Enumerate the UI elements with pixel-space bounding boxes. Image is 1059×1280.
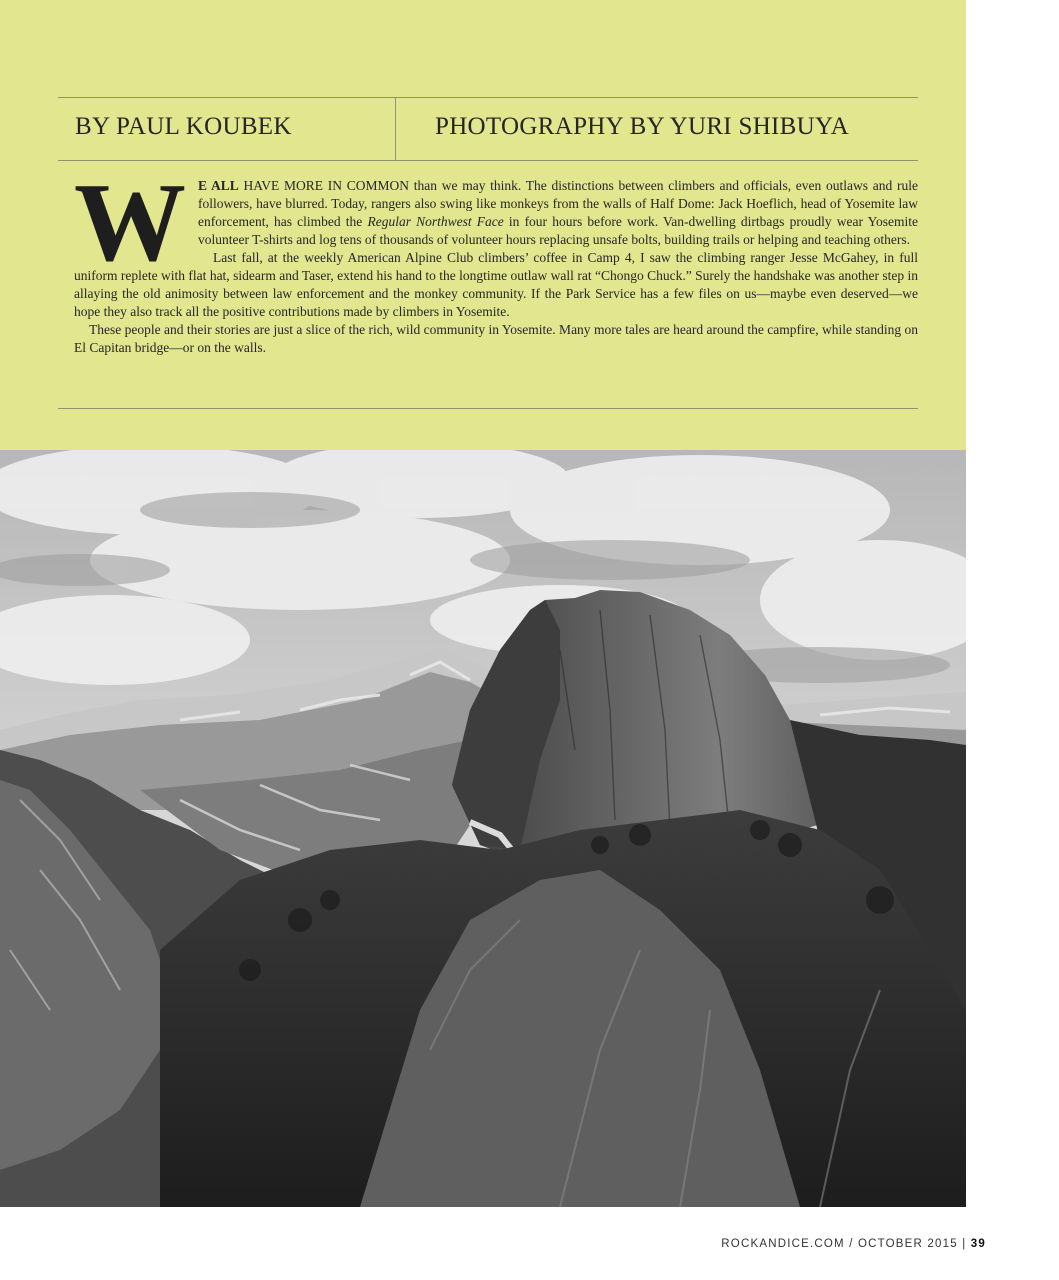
route-name: Regular Northwest Face bbox=[367, 214, 504, 229]
article-header-panel bbox=[0, 0, 966, 450]
bottom-rule bbox=[58, 408, 918, 409]
top-rule bbox=[58, 97, 918, 98]
page-footer bbox=[721, 1238, 986, 1250]
half-dome-photo-illustration bbox=[0, 450, 966, 1207]
credit-bottom-rule bbox=[58, 160, 918, 161]
lead-in: E ALL bbox=[198, 178, 239, 193]
paragraph-1-text-b: in four hours before work. Van-dwelling dirtbags proudly wear Yosemite volunteer T-shirts and log tens of thousands of volunteer hours replacing unsafe bolts, building trails or helping and teaching others. bbox=[198, 214, 919, 247]
half-dome-photo bbox=[0, 450, 966, 1207]
page-number: 39 bbox=[970, 1238, 986, 1250]
photo-credit: PHOTOGRAPHY BY YURI SHIBUYA bbox=[435, 113, 849, 140]
byline: BY PAUL KOUBEK bbox=[75, 113, 292, 140]
article-body bbox=[74, 161, 919, 357]
drop-cap: W bbox=[74, 161, 186, 285]
footer-site-date: ROCKANDICE.COM / OCTOBER 2015 | bbox=[721, 1238, 971, 1250]
paragraph-2: Last fall, at the weekly American Alpine Club climbers’ coffee in Camp 4, I saw the climbing ranger Jesse McGahey, in full uniform replete with flat hat, sidearm and Taser, extend his hand to the longtime outlaw wall rat “Chongo Chuck.” Surely the handshake was another step in allaying the old animosity between law enforcement and the monkey community. If the Park Service has a few files on us—maybe even deserved—we hope they also track all the positive contributions made by climbers in Yosemite. bbox=[74, 250, 918, 319]
credit-divider bbox=[395, 98, 396, 161]
paragraph-3: These people and their stories are just a slice of the rich, wild community in Yosemite. Many more tales are heard around the campfire, while standing on El Capitan bridge—or on the walls. bbox=[74, 322, 918, 355]
paragraph-1-text-a: HAVE MORE IN COMMON than we may think. The distinctions between climbers and officials, even outlaws and rule followers, have blurred. Today, rangers also swing like monkeys from the walls of Half Dome: Jack Hoeflich, head of Yosemite law enforcement, has climbed the bbox=[198, 178, 918, 229]
